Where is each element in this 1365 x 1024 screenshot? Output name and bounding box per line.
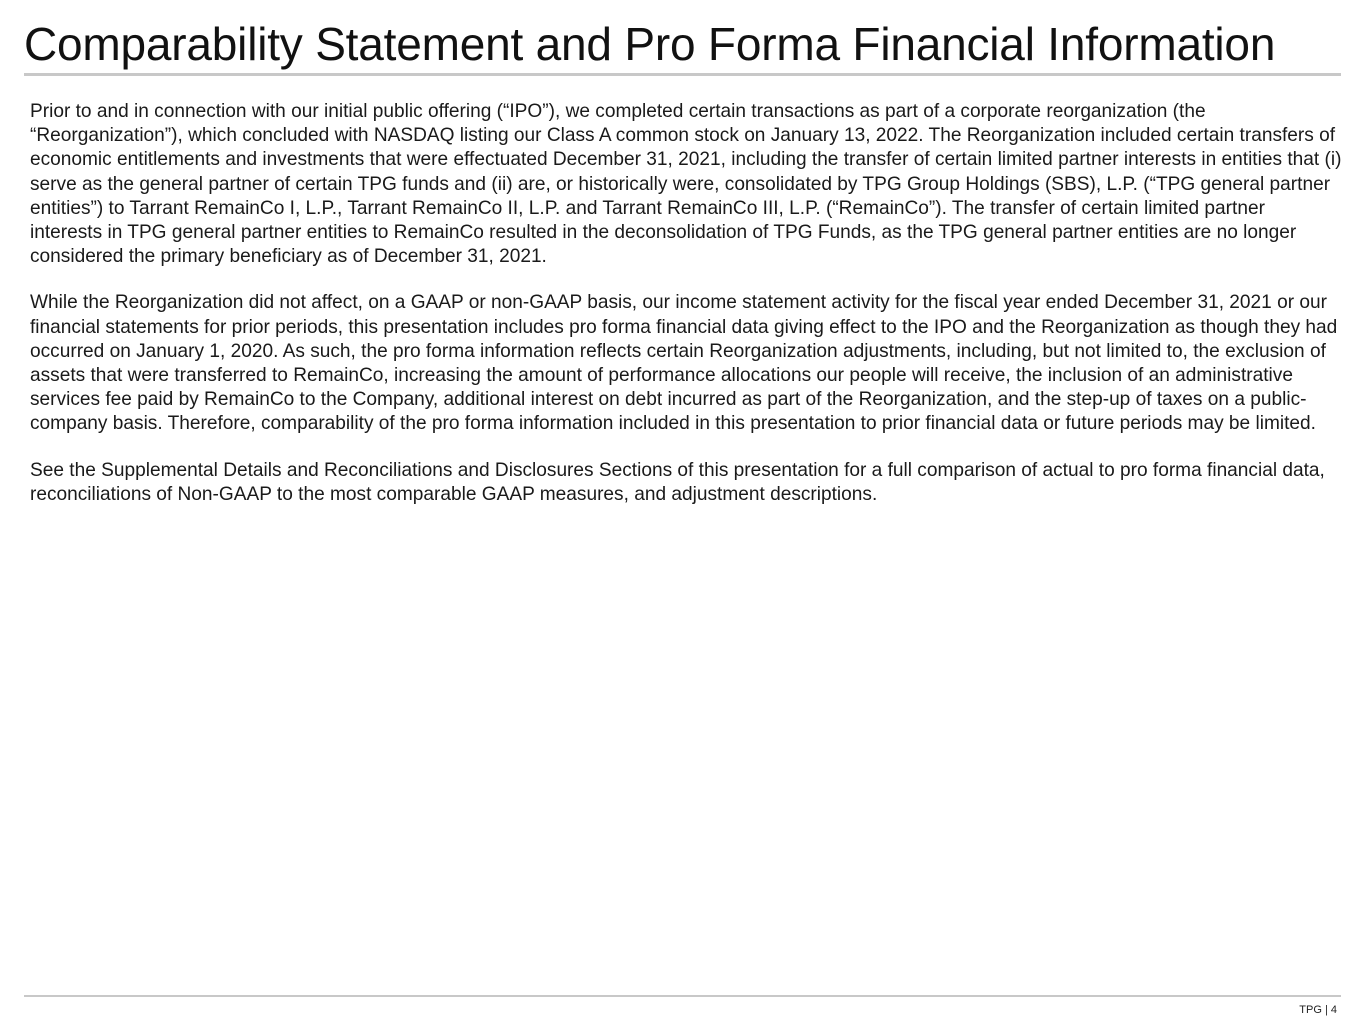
footer-page-label: TPG | 4 (1299, 1004, 1337, 1016)
footer-divider (24, 995, 1341, 997)
title-divider (24, 73, 1341, 76)
page-title: Comparability Statement and Pro Forma Financial Information (24, 18, 1276, 70)
paragraph-supplemental-reference: See the Supplemental Details and Reconciliations and Disclosures Sections of this presentation for a full comparison of actual to pro forma financial data, reconciliations of Non-GAAP to the most comparable GAAP measures, and adjustment descriptions. (30, 459, 1325, 505)
paragraph-ipo-reorganization: Prior to and in connection with our initial public offering (“IPO”), we completed certain transactions as part of a corporate reorganization (the “Reorganization”), which concluded with NASDAQ listing our Class A common stock on January 13, 2022. The Reorganization included certain transfers of economic entitlements and investments that were effectuated December 31, 2021, including the transfer of certain limited partner interests in entities that (i) serve as the general partner of certain TPG funds and (ii) are, or historically were, consolidated by TPG Group Holdings (SBS), L.P. (“TPG general partner entities”) to Tarrant RemainCo I, L.P., Tarrant RemainCo II, L.P. and Tarrant RemainCo III, L.P. (“RemainCo”). The transfer of certain limited partner interests in TPG general partner entities to RemainCo resulted in the deconsolidation of TPG Funds, as the TPG general partner entities are no longer considered the primary beneficiary as of December 31, 2021. (30, 101, 1342, 268)
paragraph-pro-forma-basis: While the Reorganization did not affect, on a GAAP or non-GAAP basis, our income statement activity for the fiscal year ended December 31, 2021 or our financial statements for prior periods, this presentation includes pro forma financial data giving effect to the IPO and the Reorganization as though they had occurred on January 1, 2020. As such, the pro forma information reflects certain Reorganization adjustments, including, but not limited to, the exclusion of assets that were transferred to RemainCo, increasing the amount of performance allocations our people will receive, the inclusion of an administrative services fee paid by RemainCo to the Company, additional interest on debt incurred as part of the Reorganization, and the step-up of taxes on a public-company basis. Therefore, comparability of the pro forma information included in this presentation to prior financial data or future periods may be limited. (30, 292, 1338, 435)
body-text (30, 100, 1342, 529)
